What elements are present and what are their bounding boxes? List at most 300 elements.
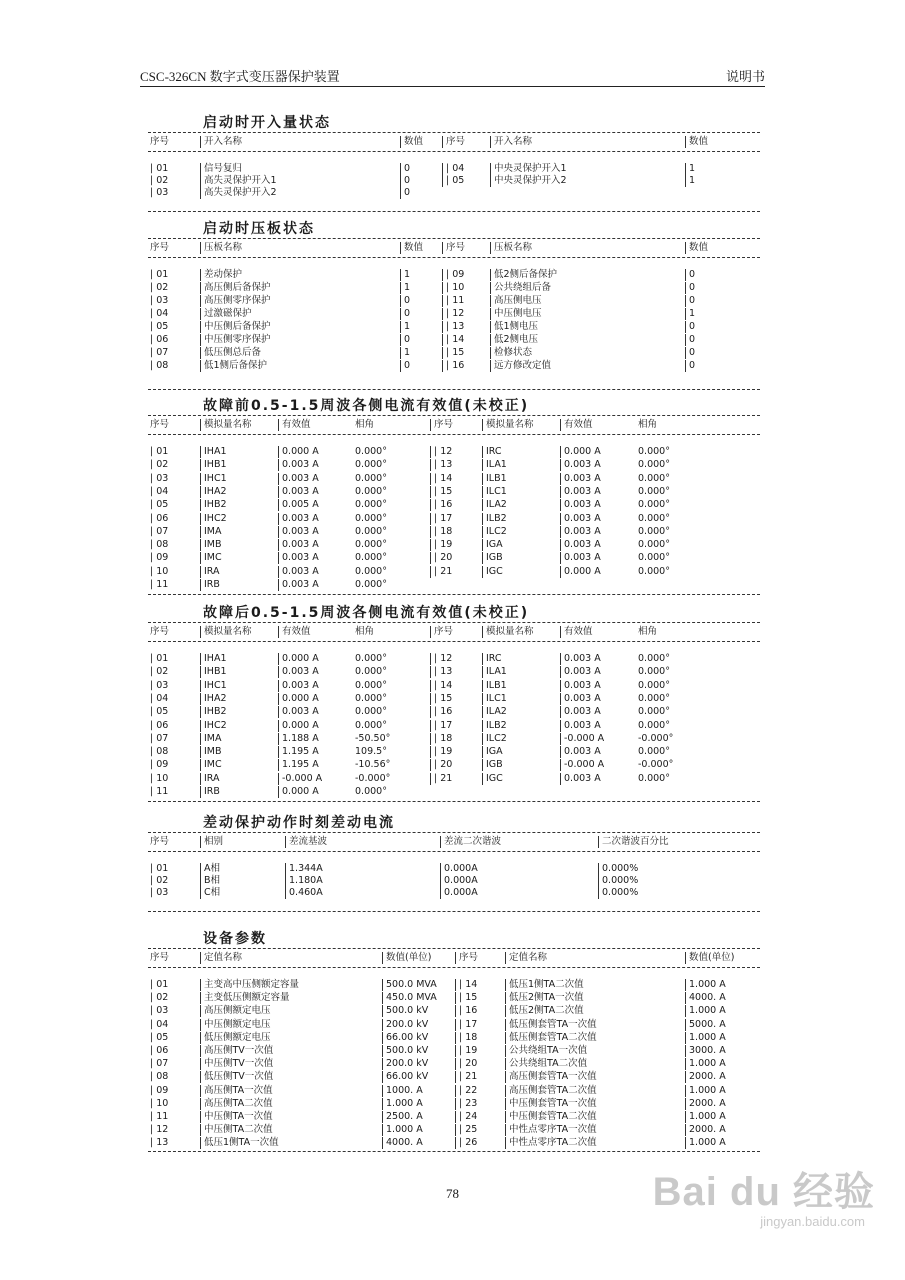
table-cell: 0.000° bbox=[638, 446, 670, 457]
page-header-right: 说明书 bbox=[725, 69, 765, 84]
table-cell: 200.0 kV bbox=[382, 1019, 428, 1031]
table-cell: | 26 bbox=[455, 1137, 477, 1149]
table-cell: -0.000 A bbox=[560, 733, 604, 745]
table-cell: | 20 bbox=[430, 759, 452, 771]
table-cell: 1.000 A bbox=[685, 1032, 726, 1044]
table-cell: ILB2 bbox=[482, 513, 507, 525]
table-cell: 高压侧TV一次值 bbox=[200, 1045, 273, 1057]
table-cell: IHC2 bbox=[200, 513, 227, 525]
table-cell: | 24 bbox=[455, 1111, 477, 1123]
table-row bbox=[148, 733, 760, 745]
table-cell: | 05 bbox=[442, 175, 464, 187]
table-cell: | 20 bbox=[430, 552, 452, 564]
table-cell: 0.000° bbox=[638, 692, 670, 704]
table-cell: 1.000 A bbox=[382, 1124, 423, 1136]
table-cell: | 09 bbox=[150, 759, 169, 771]
table-cell: 0.000° bbox=[638, 772, 670, 784]
table-cell: | 18 bbox=[430, 733, 452, 745]
table-cell: 0.003 A bbox=[560, 773, 601, 785]
table-header-row bbox=[148, 949, 760, 968]
table-cell: | 15 bbox=[430, 486, 452, 498]
table-cell: 2000. A bbox=[685, 1098, 726, 1110]
table-cell: ILB1 bbox=[482, 473, 507, 485]
table-cell: 1 bbox=[685, 163, 695, 175]
table-cell: | 18 bbox=[455, 1032, 477, 1044]
column-header: 相角 bbox=[355, 626, 375, 637]
table-cell: 2000. A bbox=[685, 1124, 726, 1136]
table-cell: 1.188 A bbox=[278, 733, 319, 745]
table-cell: -0.000 A bbox=[560, 759, 604, 771]
table-cell: 高压侧额定电压 bbox=[200, 1005, 271, 1017]
table-cell: | 04 bbox=[150, 692, 169, 704]
table-cell: 0.000° bbox=[638, 719, 670, 731]
table-cell: | 13 bbox=[430, 459, 452, 471]
section-title: 启动时开入量状态 bbox=[203, 115, 331, 131]
table-cell: | 17 bbox=[430, 513, 452, 525]
table-cell: 0.000° bbox=[638, 552, 670, 564]
table-cell: 4000. A bbox=[382, 1137, 423, 1149]
table-cell: 0.000° bbox=[638, 525, 670, 537]
table-cell: | 01 bbox=[150, 653, 169, 664]
table-cell: 中压侧套管TA二次值 bbox=[505, 1111, 597, 1123]
table-cell: 0.000° bbox=[355, 499, 387, 511]
table-cell: 0.000A bbox=[440, 887, 478, 899]
table-row bbox=[148, 1098, 760, 1110]
table-cell: IGB bbox=[482, 759, 503, 771]
table-row bbox=[148, 347, 760, 359]
table-cell: ILC1 bbox=[482, 486, 507, 498]
table-cell: IGB bbox=[482, 552, 503, 564]
table-cell: 中压侧额定电压 bbox=[200, 1019, 271, 1031]
table-row bbox=[148, 706, 760, 718]
table-cell: | 05 bbox=[150, 706, 169, 718]
table-cell: | 02 bbox=[150, 282, 169, 293]
table-cell: 低1侧后备保护 bbox=[200, 360, 267, 372]
table-cell: 0 bbox=[400, 295, 410, 307]
table-cell: | 19 bbox=[430, 539, 452, 551]
column-header: 有效值 bbox=[278, 626, 311, 638]
table-cell: 0.000° bbox=[638, 485, 670, 497]
table-cell: 公共绕组TA一次值 bbox=[505, 1045, 587, 1057]
table-cell: 1.000 A bbox=[685, 1058, 726, 1070]
table-cell: 0.000° bbox=[638, 499, 670, 511]
table-cell: | 21 bbox=[430, 566, 452, 578]
table-row bbox=[148, 887, 760, 899]
table-row bbox=[148, 513, 760, 525]
table-cell: | 06 bbox=[150, 1045, 169, 1056]
table-cell: | 09 bbox=[442, 269, 464, 281]
table-cell: 0 bbox=[400, 308, 410, 320]
table-cell: 0.003 A bbox=[278, 579, 319, 591]
table-cell: | 16 bbox=[455, 1005, 477, 1017]
table-cell: 0.003 A bbox=[278, 486, 319, 498]
table-cell: 0.000° bbox=[638, 666, 670, 678]
table-row bbox=[148, 653, 760, 665]
table-cell: 0.000° bbox=[355, 666, 387, 678]
column-header: 序号 bbox=[150, 419, 170, 430]
table-cell: | 11 bbox=[442, 295, 464, 307]
column-header: 压板名称 bbox=[200, 242, 242, 254]
table-cell: 0.000° bbox=[355, 786, 387, 797]
table-cell: | 01 bbox=[150, 979, 169, 990]
data-table bbox=[148, 948, 760, 1152]
table-row bbox=[148, 1045, 760, 1057]
table-cell: IHB2 bbox=[200, 706, 227, 718]
table-cell: | 07 bbox=[150, 525, 169, 537]
column-header: 序号 bbox=[150, 626, 170, 637]
table-cell: 低压侧套管TA二次值 bbox=[505, 1032, 597, 1044]
table-cell: 主变高中压侧额定容量 bbox=[200, 979, 299, 991]
column-header: 开入名称 bbox=[200, 136, 242, 148]
table-cell: 1000. A bbox=[382, 1085, 423, 1097]
table-cell: 0.000° bbox=[355, 565, 387, 577]
table-cell: 低压侧额定电压 bbox=[200, 1032, 271, 1044]
table-cell: 0.000° bbox=[355, 459, 387, 471]
table-cell: 0.003 A bbox=[560, 693, 601, 705]
table-cell: 0 bbox=[400, 360, 410, 372]
table-cell: ILA1 bbox=[482, 459, 507, 471]
table-cell: | 04 bbox=[150, 485, 169, 497]
table-cell: | 08 bbox=[150, 1071, 169, 1083]
table-row bbox=[148, 773, 760, 785]
table-cell: | 03 bbox=[150, 887, 169, 898]
column-header: 序号 bbox=[442, 136, 465, 148]
section-title: 故障前0.5-1.5周波各侧电流有效值(未校正) bbox=[203, 398, 530, 414]
table-cell: | 11 bbox=[150, 579, 169, 590]
column-header: 模拟量名称 bbox=[200, 419, 252, 431]
table-cell: 0.000° bbox=[638, 512, 670, 524]
table-cell: 0.000° bbox=[355, 485, 387, 497]
column-header: 二次谐波百分比 bbox=[598, 836, 669, 848]
table-cell: IHC1 bbox=[200, 473, 227, 485]
table-cell: -0.000° bbox=[638, 759, 674, 771]
table-cell: 公共绕组TA二次值 bbox=[505, 1058, 587, 1070]
column-header: 数值(单位) bbox=[685, 952, 734, 964]
table-cell: 差动保护 bbox=[200, 269, 242, 281]
table-cell: IGA bbox=[482, 746, 503, 758]
table-header-row bbox=[148, 239, 760, 258]
table-cell: 2500. A bbox=[382, 1111, 423, 1123]
table-cell: 0 bbox=[685, 282, 695, 294]
table-cell: | 02 bbox=[150, 875, 169, 886]
table-cell: 0.003 A bbox=[560, 720, 601, 732]
table-cell: C相 bbox=[200, 887, 220, 899]
table-row bbox=[148, 473, 760, 485]
table-cell: 500.0 kV bbox=[382, 1005, 428, 1017]
table-cell: | 15 bbox=[455, 992, 477, 1004]
table-row bbox=[148, 992, 760, 1004]
table-cell: | 06 bbox=[150, 719, 169, 731]
table-cell: | 06 bbox=[150, 334, 169, 345]
column-header: 序号 bbox=[150, 952, 170, 963]
table-row bbox=[148, 1058, 760, 1070]
table-cell: | 14 bbox=[430, 473, 452, 485]
table-cell: | 09 bbox=[150, 1084, 169, 1096]
table-cell: -10.56° bbox=[355, 759, 391, 771]
table-header-row bbox=[148, 416, 760, 435]
table-cell: | 14 bbox=[430, 680, 452, 692]
table-row bbox=[148, 321, 760, 333]
table-cell: | 01 bbox=[150, 163, 169, 174]
table-cell: 0.000° bbox=[355, 679, 387, 691]
table-cell: 109.5° bbox=[355, 746, 387, 758]
table-cell: IGA bbox=[482, 539, 503, 551]
column-header: 定值名称 bbox=[505, 952, 547, 964]
column-header: 数值 bbox=[400, 242, 423, 254]
table-row bbox=[148, 1137, 760, 1149]
table-row bbox=[148, 875, 760, 887]
table-cell: 0.000° bbox=[355, 653, 387, 664]
table-cell: 中央灵保护开入1 bbox=[490, 163, 567, 175]
table-cell: 低压侧TV一次值 bbox=[200, 1071, 273, 1083]
table-cell: 3000. A bbox=[685, 1045, 726, 1057]
table-cell: | 16 bbox=[430, 706, 452, 718]
table-cell: 0.003 A bbox=[278, 526, 319, 538]
table-cell: | 02 bbox=[150, 175, 169, 186]
header-rule bbox=[140, 86, 765, 87]
table-cell: 低2侧后备保护 bbox=[490, 269, 557, 281]
table-cell: | 18 bbox=[430, 526, 452, 538]
table-cell: B相 bbox=[200, 875, 220, 887]
table-cell: IHC1 bbox=[200, 680, 227, 692]
table-cell: | 21 bbox=[455, 1071, 477, 1083]
table-cell: | 19 bbox=[455, 1045, 477, 1057]
table-cell: | 04 bbox=[442, 163, 464, 175]
table-cell: 0.000% bbox=[598, 875, 638, 887]
table-cell: 0.000° bbox=[638, 653, 670, 664]
table-cell: 0.000 A bbox=[278, 720, 319, 732]
table-cell: | 03 bbox=[150, 679, 169, 691]
table-cell: 信号复归 bbox=[200, 163, 242, 175]
table-cell: IHA1 bbox=[200, 446, 227, 458]
section-title: 故障后0.5-1.5周波各侧电流有效值(未校正) bbox=[203, 605, 530, 621]
table-cell: | 12 bbox=[430, 653, 452, 665]
column-header: 开入名称 bbox=[490, 136, 532, 148]
table-cell: 0.000° bbox=[638, 539, 670, 551]
table-cell: 0.000 A bbox=[278, 693, 319, 705]
table-cell: | 23 bbox=[455, 1098, 477, 1110]
column-header: 序号 bbox=[150, 836, 170, 847]
table-cell: | 19 bbox=[430, 746, 452, 758]
column-header: 压板名称 bbox=[490, 242, 532, 254]
table-cell: 0.003 A bbox=[560, 746, 601, 758]
table-cell: 1.000 A bbox=[382, 1098, 423, 1110]
table-cell: ILA2 bbox=[482, 499, 507, 511]
table-cell: | 08 bbox=[150, 539, 169, 551]
column-header: 数值 bbox=[400, 136, 423, 148]
table-cell: | 21 bbox=[430, 773, 452, 785]
table-row bbox=[148, 863, 760, 875]
table-row bbox=[148, 746, 760, 758]
table-header-row bbox=[148, 623, 760, 642]
table-cell: ILB2 bbox=[482, 720, 507, 732]
table-cell: 0.000° bbox=[638, 565, 670, 577]
table-row bbox=[148, 539, 760, 551]
table-row bbox=[148, 666, 760, 678]
table-cell: 0.000° bbox=[355, 706, 387, 718]
section-title: 差动保护动作时刻差动电流 bbox=[203, 815, 395, 831]
column-header: 序号 bbox=[150, 242, 170, 253]
table-cell: | 11 bbox=[150, 1111, 169, 1122]
table-cell: | 06 bbox=[150, 512, 169, 524]
data-table bbox=[148, 415, 760, 595]
table-cell: | 03 bbox=[150, 187, 169, 198]
table-cell: 0 bbox=[400, 334, 410, 346]
table-cell: 1 bbox=[685, 308, 695, 320]
table-cell: IRA bbox=[200, 773, 220, 785]
table-cell: | 16 bbox=[430, 499, 452, 511]
table-cell: 中压侧电压 bbox=[490, 308, 542, 320]
table-cell: | 02 bbox=[150, 992, 169, 1004]
table-cell: | 05 bbox=[150, 321, 169, 332]
table-cell: | 02 bbox=[150, 666, 169, 678]
table-cell: 0.003 A bbox=[560, 706, 601, 718]
table-cell: 1 bbox=[400, 321, 410, 333]
table-cell: 1 bbox=[400, 282, 410, 294]
table-cell: | 20 bbox=[455, 1058, 477, 1070]
table-cell: -0.000 A bbox=[278, 773, 322, 785]
table-cell: 0 bbox=[685, 269, 695, 281]
column-header: 相角 bbox=[355, 419, 375, 430]
table-cell: IHA1 bbox=[200, 653, 227, 665]
column-header: 数值 bbox=[685, 136, 708, 148]
table-cell: IMA bbox=[200, 733, 222, 745]
table-cell: | 03 bbox=[150, 472, 169, 484]
table-row bbox=[148, 579, 760, 591]
table-cell: 高压侧套管TA二次值 bbox=[505, 1085, 597, 1097]
table-cell: -50.50° bbox=[355, 732, 391, 744]
table-cell: IHC2 bbox=[200, 720, 227, 732]
table-cell: 中央灵保护开入2 bbox=[490, 175, 567, 187]
table-cell: 0.000 A bbox=[278, 446, 319, 458]
table-cell: | 04 bbox=[150, 1018, 169, 1030]
column-header: 数值(单位) bbox=[382, 952, 431, 964]
table-cell: 中压侧TA一次值 bbox=[200, 1111, 273, 1123]
table-cell: | 12 bbox=[442, 308, 464, 320]
table-cell: | 11 bbox=[150, 786, 169, 797]
table-cell: 0.000° bbox=[355, 692, 387, 704]
table-cell: | 14 bbox=[442, 334, 464, 346]
table-cell: 0.003 A bbox=[278, 513, 319, 525]
table-cell: 0.000% bbox=[598, 887, 638, 899]
table-cell: IMB bbox=[200, 539, 222, 551]
table-cell: 0.000° bbox=[355, 525, 387, 537]
table-cell: 0.000° bbox=[355, 512, 387, 524]
table-cell: 0.003 A bbox=[278, 459, 319, 471]
table-cell: 0.003 A bbox=[560, 513, 601, 525]
table-cell: 500.0 MVA bbox=[382, 979, 437, 991]
table-cell: 500.0 kV bbox=[382, 1045, 428, 1057]
table-cell: IRB bbox=[200, 579, 220, 591]
table-cell: 66.00 kV bbox=[382, 1071, 428, 1083]
table-cell: 1.180A bbox=[285, 875, 323, 887]
table-cell: IGC bbox=[482, 566, 503, 578]
table-cell: 0.003 A bbox=[278, 706, 319, 718]
table-cell: -0.000° bbox=[638, 732, 674, 744]
table-cell: 1.000 A bbox=[685, 1085, 726, 1097]
table-header-row bbox=[148, 833, 760, 852]
column-header: 有效值 bbox=[560, 626, 593, 638]
table-row bbox=[148, 446, 760, 458]
table-cell: 中性点零序TA一次值 bbox=[505, 1124, 597, 1136]
table-cell: IMC bbox=[200, 759, 222, 771]
table-cell: 0.000° bbox=[638, 706, 670, 718]
table-cell: | 15 bbox=[430, 693, 452, 705]
table-cell: | 07 bbox=[150, 732, 169, 744]
table-cell: ILA2 bbox=[482, 706, 507, 718]
table-row bbox=[148, 334, 760, 346]
table-row bbox=[148, 282, 760, 294]
table-row bbox=[148, 1071, 760, 1083]
table-cell: 1.195 A bbox=[278, 759, 319, 771]
table-cell: 0.000 A bbox=[278, 653, 319, 665]
table-cell: | 13 bbox=[150, 1137, 169, 1149]
table-cell: 低压1侧TA二次值 bbox=[505, 979, 584, 991]
table-cell: IMA bbox=[200, 526, 222, 538]
table-row bbox=[148, 486, 760, 498]
table-cell: 0.003 A bbox=[278, 566, 319, 578]
table-cell: 0 bbox=[685, 295, 695, 307]
table-cell: 0.003 A bbox=[560, 680, 601, 692]
table-cell: 低压侧总后备 bbox=[200, 347, 261, 359]
column-header: 序号 bbox=[430, 626, 453, 638]
column-header: 相别 bbox=[200, 836, 223, 848]
table-cell: 0.000° bbox=[355, 539, 387, 551]
table-cell: IMC bbox=[200, 552, 222, 564]
table-cell: | 12 bbox=[430, 446, 452, 458]
table-cell: 高压侧TA二次值 bbox=[200, 1098, 273, 1110]
table-cell: | 08 bbox=[150, 746, 169, 758]
table-cell: | 22 bbox=[455, 1085, 477, 1097]
table-cell: A相 bbox=[200, 863, 220, 875]
column-header: 相角 bbox=[638, 626, 658, 637]
table-cell: 66.00 kV bbox=[382, 1032, 428, 1044]
table-cell: 0.000° bbox=[355, 552, 387, 564]
table-cell: 5000. A bbox=[685, 1019, 726, 1031]
table-cell: 高压侧后备保护 bbox=[200, 282, 271, 294]
data-table bbox=[148, 132, 760, 212]
table-cell: IHB2 bbox=[200, 499, 227, 511]
table-cell: 高压侧TA一次值 bbox=[200, 1085, 273, 1097]
table-cell: 高压侧零序保护 bbox=[200, 295, 271, 307]
page-number: 78 bbox=[446, 1186, 459, 1201]
table-row bbox=[148, 295, 760, 307]
table-cell: 0.000° bbox=[355, 719, 387, 731]
table-cell: | 17 bbox=[430, 720, 452, 732]
table-row bbox=[148, 163, 760, 175]
table-cell: 0.000A bbox=[440, 875, 478, 887]
table-cell: 1.000 A bbox=[685, 1111, 726, 1123]
table-cell: 0.000% bbox=[598, 863, 638, 875]
table-cell: IHA2 bbox=[200, 693, 227, 705]
column-header: 模拟量名称 bbox=[200, 626, 252, 638]
column-header: 相角 bbox=[638, 419, 658, 430]
table-cell: 低压2侧TA一次值 bbox=[505, 992, 584, 1004]
table-cell: 主变低压侧额定容量 bbox=[200, 992, 290, 1004]
table-row bbox=[148, 979, 760, 991]
table-header-row bbox=[148, 133, 760, 152]
table-cell: | 25 bbox=[455, 1124, 477, 1136]
table-cell: 0.003 A bbox=[278, 552, 319, 564]
table-cell: ILB1 bbox=[482, 680, 507, 692]
table-row bbox=[148, 1019, 760, 1031]
table-cell: 中压侧TA二次值 bbox=[200, 1124, 273, 1136]
table-cell: 0.000° bbox=[638, 459, 670, 471]
table-cell: | 15 bbox=[442, 347, 464, 359]
table-row bbox=[148, 1124, 760, 1136]
section-title: 设备参数 bbox=[203, 931, 267, 947]
table-cell: 0 bbox=[400, 187, 410, 199]
